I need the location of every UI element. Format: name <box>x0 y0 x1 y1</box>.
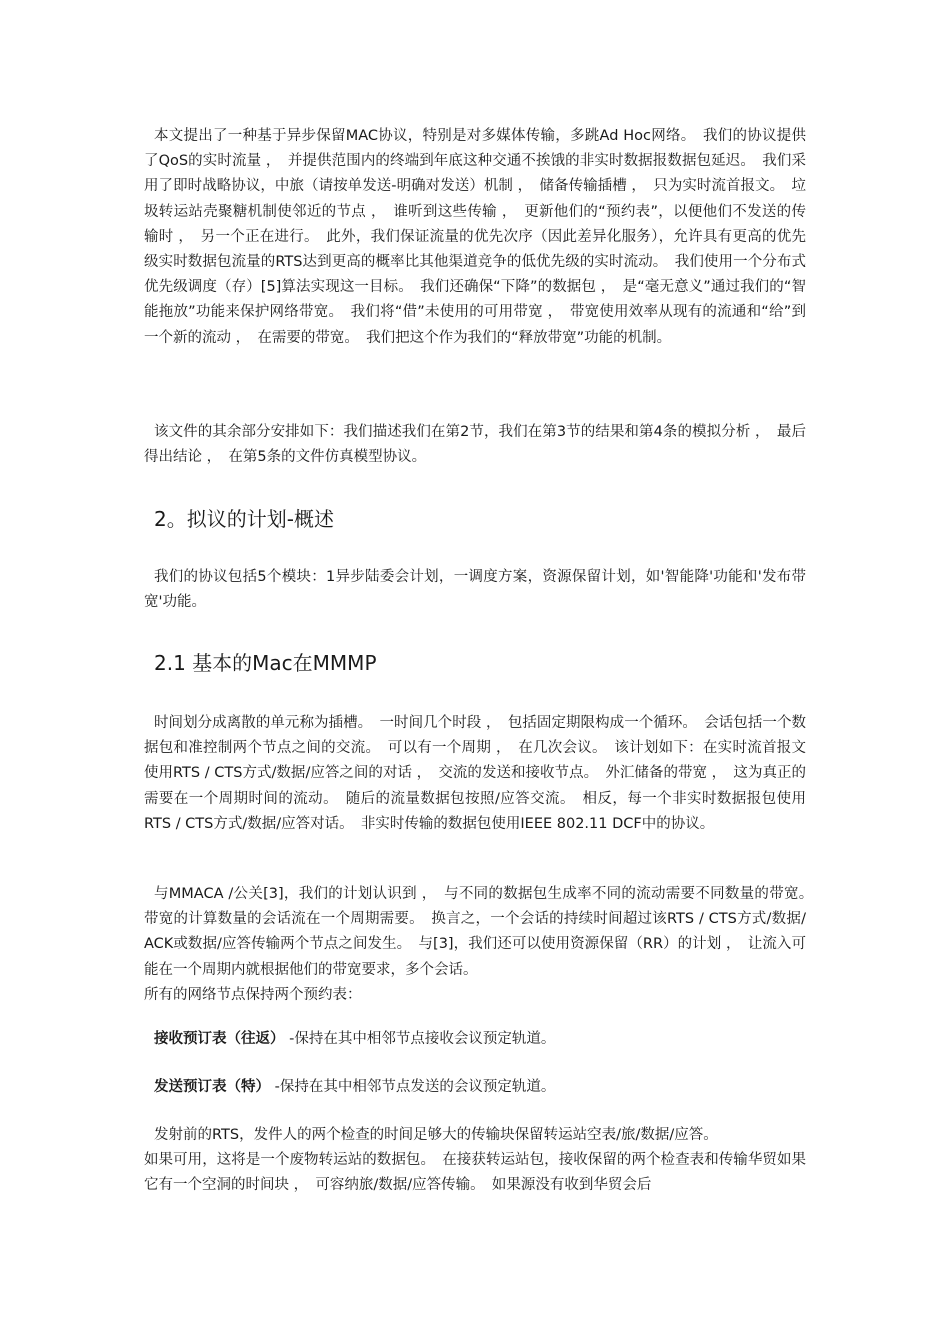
send-table-definition <box>144 1075 806 1100</box>
section-2-1-paragraph-1: 时间划分成离散的单元称为插槽。 一时间几个时段 ， 包括固定期限构成一个循环。 会话包括一个数据包和准控制两个节点之间的交流。 可以有一个周期 ， 在几次会议。 该计划如下：在实时流首报文使用RTS / CTS方式/数据/应答之间的对话 ， 交流的发送和接收节点。 外汇储备的带宽 ， 这为真正的需要在一个周期时间的流动。 随后的流量数据包按照/应答交流。 相反，每一个非实时数据报包使用RTS / CTS方式/数据/应答对话。 非实时传输的数据包使用IEEE 802.11 DCF中的协议。 <box>144 715 806 832</box>
section-2-1-paragraph-3-tail: 如果可用，这将是一个废物转运站的数据包。 在接获转运站包，接收保留的两个检查表和传输华贸如果它有一个空洞的时间块 ， 可容纳旅/数据/应答传输。 如果源没有收到华贸会后 <box>144 1152 806 1194</box>
section-2-1-paragraph-2: 与MMACA /公关[3]，我们的计划认识到 ， 与不同的数据包生成率不同的流动需要不同数量的带宽。 带宽的计算数量的会话流在一个周期需要。 换言之，一个会话的持续时间超过该RTS / CTS方式/数据/ ACK或数据/应答传输两个节点之间发生。 与[3]，我们还可以使用资源保留（RR）的计划 ， 让流入可能在一个周期内就根据他们的带宽要求，多个会话。 <box>144 886 821 978</box>
section-2-heading: 2。拟议的计划-概述 <box>154 507 334 531</box>
section-2-1-paragraph-1-block <box>144 711 806 837</box>
intro-paragraph-1: 本文提出了一种基于异步保留MAC协议，特别是对多媒体传输，多跳Ad Hoc网络。 我们的协议提供了QoS的实时流量 ， 并提供范围内的终端到年底这种交通不挨饿的非实时数据报数据包延迟。 我们采用了即时战略协议，中旅（请按单发送-明确对发送）机制 ， 储备传输插槽 ， 只为实时流首报文。 垃圾转运站壳聚糖机制使邻近的节点 ， 谁听到这些传输 ， 更新他们的“预约表”，以便他们不发送的传输时 ， 另一个正在进行。 此外，我们保证流量的优先次序（因此差异化服务），允许具有更高的优先级实时数据包流量的RTS达到更高的概率比其他渠道竞争的低优先级的实时流动。 我们使用一个分布式优先级调度（存）[5]算法实现这一目标。 我们还确保“下降”的数据包 ， 是“毫无意义”通过我们的“智能拖放”功能来保护网络带宽。 我们将“借”未使用的可用带宽 ， 带宽使用效率从现有的流通和“给”到一个新的流动 ， 在需要的带宽。 我们把这个作为我们的“释放带宽”功能的机制。 <box>144 128 806 346</box>
send-table-text: -保持在其中相邻节点发送的会议预定轨道。 <box>270 1079 556 1095</box>
section-2-1-heading: 2.1 基本的Mac在MMMP <box>154 651 377 675</box>
section-2-1-paragraph-3: 发射前的RTS，发件人的两个检查的时间足够大的传输块保留转运站空表/旅/数据/应答。 <box>154 1127 718 1143</box>
receive-table-text: -保持在其中相邻节点接收会议预定轨道。 <box>284 1031 556 1047</box>
intro-paragraph-2-block <box>144 420 806 470</box>
section-2-heading-block <box>144 505 806 533</box>
section-2-paragraph-block <box>144 565 806 615</box>
intro-paragraph-2: 该文件的其余部分安排如下：我们描述我们在第2节，我们在第3节的结果和第4条的模拟分析 ， 最后得出结论 ， 在第5条的文件仿真模型协议。 <box>144 424 806 466</box>
section-2-paragraph: 我们的协议包括5个模块：1异步陆委会计划，一调度方案，资源保留计划，如'智能降'功能和'发布带宽'功能。 <box>144 569 806 611</box>
intro-paragraph-1-block <box>144 124 806 351</box>
section-2-1-heading-block <box>144 649 806 677</box>
section-2-1-paragraph-3-block <box>144 1123 806 1199</box>
section-2-1-paragraph-2-block <box>144 882 821 1008</box>
receive-table-label: 接收预订表（往返） <box>154 1031 285 1047</box>
section-2-1-paragraph-2-tail: 所有的网络节点保持两个预约表： <box>144 986 362 1003</box>
receive-table-definition <box>144 1027 806 1052</box>
send-table-label: 发送预订表（特） <box>154 1079 270 1095</box>
